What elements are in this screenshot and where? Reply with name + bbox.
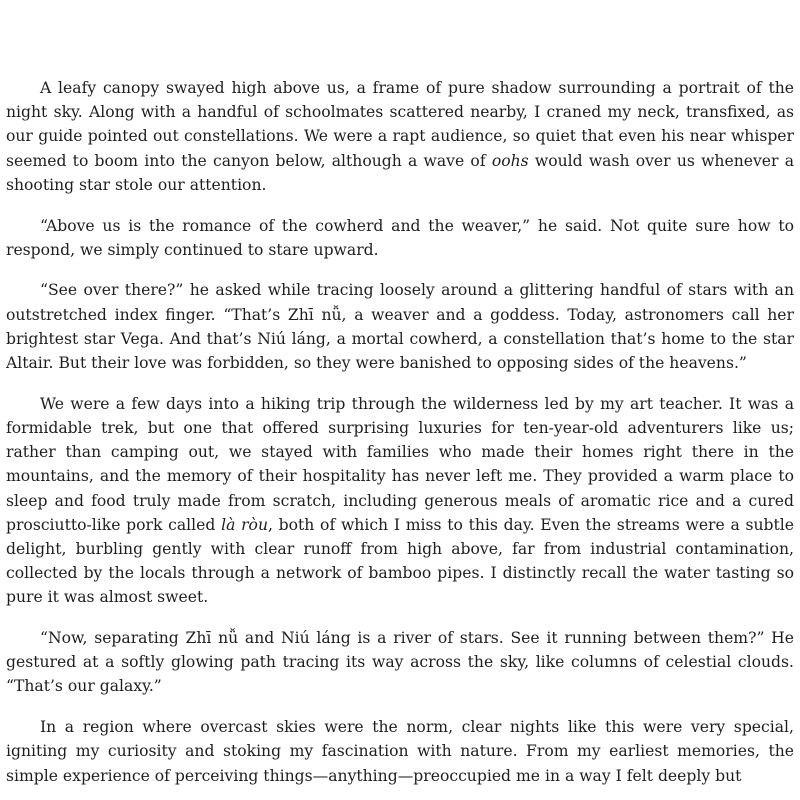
text-segment: “See over there?” he asked while tracing loosely around a glittering handful of stars with an outstretched index finger. “That’s Zhī nǚ, a weaver and a goddess. Today, astronomers call her brightest star Vega. And that’s Niú láng, a mortal cowherd, a constellation that’s home to the star Altair. But their love was forbidden, so they were banished to opposing sides of the heavens.” xyxy=(6,281,794,373)
paragraph-hiking-trip xyxy=(6,392,794,610)
paragraph-canopy xyxy=(6,76,794,197)
text-segment: A leafy canopy swayed high above us, a frame of pure shadow surrounding a portrait of the night sky. Along with a handful of schoolmates scattered nearby, I craned my neck, transfixed, as our guide pointed out constellations. We were a rapt audience, so quiet that even his near whisper seemed to boom into the canyon below, although a wave of xyxy=(6,79,794,170)
italic-term-la-rou: là ròu xyxy=(221,515,268,534)
book-page-text xyxy=(6,76,794,788)
paragraph-river-of-stars xyxy=(6,626,794,699)
paragraph-clear-nights xyxy=(6,715,794,788)
text-segment: “Now, separating Zhī nǚ and Niú láng is a river of stars. See it running between them?” He gestured at a softly glowing path tracing its way across the sky, like columns of celestial clouds. “That’s our galaxy.” xyxy=(6,629,794,696)
text-segment: In a region where overcast skies were the norm, clear nights like this were very special, igniting my curiosity and stoking my fascination with nature. From my earliest memories, the simple experience of perceiving things—anything—preoccupied me in a way I felt deeply but xyxy=(6,718,794,785)
italic-term-oohs: oohs xyxy=(491,151,529,170)
text-segment: , both of which I miss to this day. Even the streams were a subtle delight, burbling gently with clear runoff from high above, far from industrial contamination, collected by the locals through a network of bamboo pipes. I distinctly recall the water tasting so pure it was almost sweet. xyxy=(6,515,794,607)
text-segment: would wash over us whenever a shooting star stole our attention. xyxy=(6,151,794,194)
paragraph-weaver-cowherd xyxy=(6,278,794,375)
paragraph-romance xyxy=(6,214,794,262)
text-segment: We were a few days into a hiking trip through the wilderness led by my art teacher. It was a formidable trek, but one that offered surprising luxuries for ten-year-old adventurers like us; rather than camping out, we stayed with families who made their homes right there in the mountains, and the memory of their hospitality has never left me. They provided a warm place to sleep and food truly made from scratch, including generous meals of aromatic rice and a cured prosciutto-like pork called xyxy=(6,394,794,534)
text-segment: “Above us is the romance of the cowherd and the weaver,” he said. Not quite sure how to respond, we simply continued to stare upward. xyxy=(6,216,794,259)
